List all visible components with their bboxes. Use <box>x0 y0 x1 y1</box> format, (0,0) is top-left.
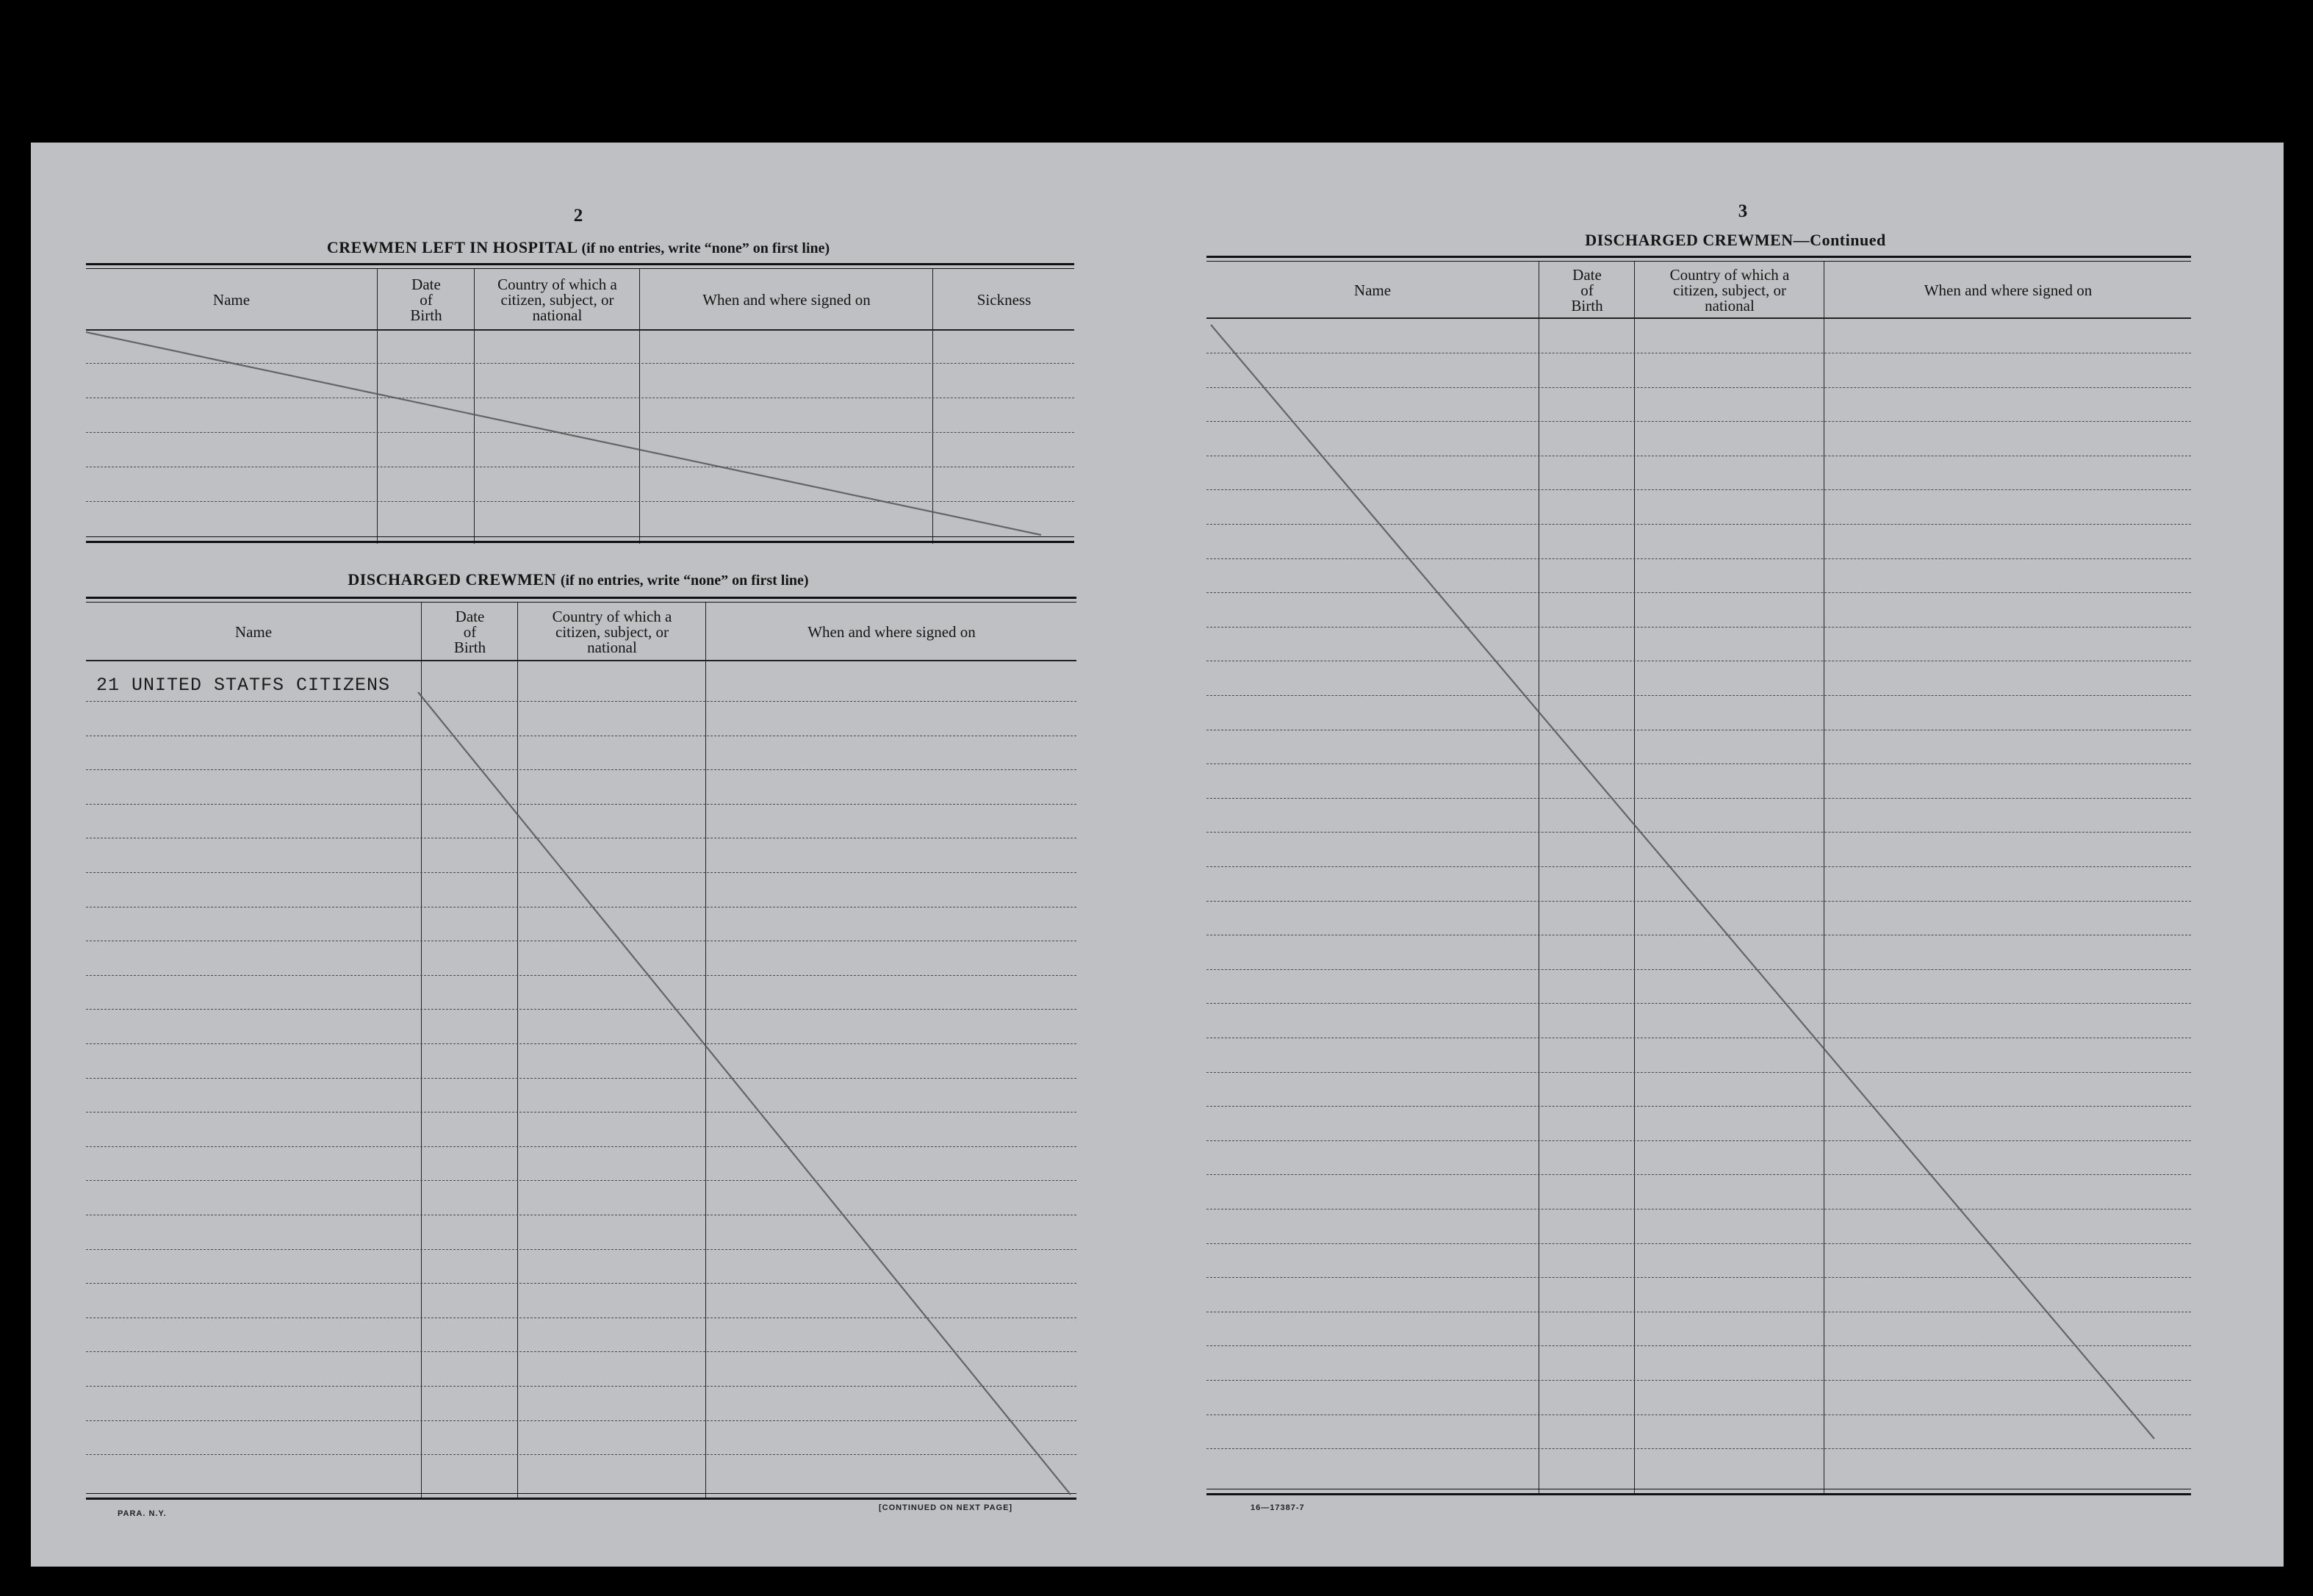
ruled-row-line <box>1206 798 2191 799</box>
page-number: 2 <box>573 206 583 226</box>
ruled-row-line <box>86 501 1074 502</box>
col-header-signed-on: When and where signed on <box>1924 281 2093 299</box>
ruled-row-line <box>86 1146 1076 1147</box>
page-number: 3 <box>1738 201 1748 221</box>
col-header-date-of-birth: Date of Birth <box>1571 265 1603 314</box>
hospital-title-note: (if no entries, write “none” on first line) <box>581 240 830 256</box>
discharged-section-title <box>86 570 1071 589</box>
faded-stamp: ​ <box>769 433 770 464</box>
continued-note: [CONTINUED ON NEXT PAGE] <box>879 1503 1013 1512</box>
continued-section-title: DISCHARGED CREWMEN—Continued <box>1585 231 1886 249</box>
ruled-row-line <box>86 1454 1076 1455</box>
ruled-row-line <box>86 1283 1076 1284</box>
hospital-title-text: CREWMEN LEFT IN HOSPITAL <box>326 238 578 256</box>
col-header-name: Name <box>1353 281 1392 299</box>
ruled-row-line <box>1206 1277 2191 1278</box>
ruled-row-line <box>1206 1072 2191 1073</box>
col-header-name: Name <box>212 290 251 309</box>
ruled-row-line <box>1206 763 2191 764</box>
ruled-row-line <box>1206 1448 2191 1449</box>
discharged-continued-table <box>1206 256 2191 1498</box>
ruled-row-line <box>86 1078 1076 1079</box>
ruled-row-line <box>86 1249 1076 1250</box>
printer-mark: PARA. N.Y. <box>118 1509 167 1518</box>
ruled-row-line <box>86 1351 1076 1352</box>
col-header-sickness: Sickness <box>976 290 1032 309</box>
entry-name-row-1: 21 UNITED STATFS CITIZENS <box>96 675 391 696</box>
document-sheet <box>31 143 2284 1567</box>
ruled-row-line <box>86 975 1076 976</box>
ruled-row-line <box>1206 627 2191 628</box>
ruled-row-line <box>86 363 1074 364</box>
col-header-date-of-birth: Date of Birth <box>410 275 442 324</box>
ruled-row-line <box>86 701 1076 702</box>
ruled-row-line <box>86 872 1076 873</box>
ruled-row-line <box>1206 387 2191 388</box>
col-header-country: Country of which a citizen, subject, or national <box>552 607 672 656</box>
ruled-row-line <box>1206 1345 2191 1346</box>
ruled-row-line <box>86 1420 1076 1421</box>
ruled-row-line <box>86 1180 1076 1181</box>
ruled-row-line <box>1206 489 2191 490</box>
col-header-signed-on: When and where signed on <box>702 290 871 309</box>
ruled-row-line <box>86 1386 1076 1387</box>
ruled-row-line <box>1206 832 2191 833</box>
ruled-row-line <box>1206 524 2191 525</box>
ruled-row-line <box>86 804 1076 805</box>
hospital-table <box>86 263 1074 545</box>
col-header-country: Country of which a citizen, subject, or national <box>1669 265 1790 314</box>
ruled-row-line <box>1206 1380 2191 1381</box>
discharged-title-note: (if no entries, write “none” on first line) <box>560 572 809 589</box>
ruled-row-line <box>86 769 1076 770</box>
ruled-row-line <box>1206 901 2191 902</box>
ruled-row-line <box>1206 1003 2191 1004</box>
left-page <box>31 143 1148 1567</box>
ruled-row-line <box>1206 695 2191 696</box>
discharged-table <box>86 597 1076 1502</box>
ruled-row-line <box>1206 866 2191 867</box>
hospital-section-title <box>86 238 1071 257</box>
ruled-row-line <box>86 1043 1076 1044</box>
form-number: 16—17387-7 <box>1251 1503 1305 1512</box>
discharged-title-text: DISCHARGED CREWMEN <box>348 570 556 589</box>
right-page <box>1148 143 2284 1567</box>
col-header-date-of-birth: Date of Birth <box>453 607 486 656</box>
ruled-row-line <box>1206 558 2191 559</box>
col-header-name: Name <box>234 622 273 641</box>
col-header-country: Country of which a citizen, subject, or national <box>497 275 617 324</box>
ruled-row-line <box>1206 421 2191 422</box>
ruled-row-line <box>1206 1174 2191 1175</box>
ruled-row-line <box>86 1009 1076 1010</box>
diagonal-strike-line <box>86 597 1076 1502</box>
ruled-row-line <box>1206 1140 2191 1141</box>
ruled-row-line <box>1206 1243 2191 1244</box>
ruled-row-line <box>1206 969 2191 970</box>
ruled-row-line <box>1206 1106 2191 1107</box>
ruled-row-line <box>1206 592 2191 593</box>
col-header-signed-on: When and where signed on <box>807 622 976 641</box>
ruled-row-line <box>86 432 1074 433</box>
